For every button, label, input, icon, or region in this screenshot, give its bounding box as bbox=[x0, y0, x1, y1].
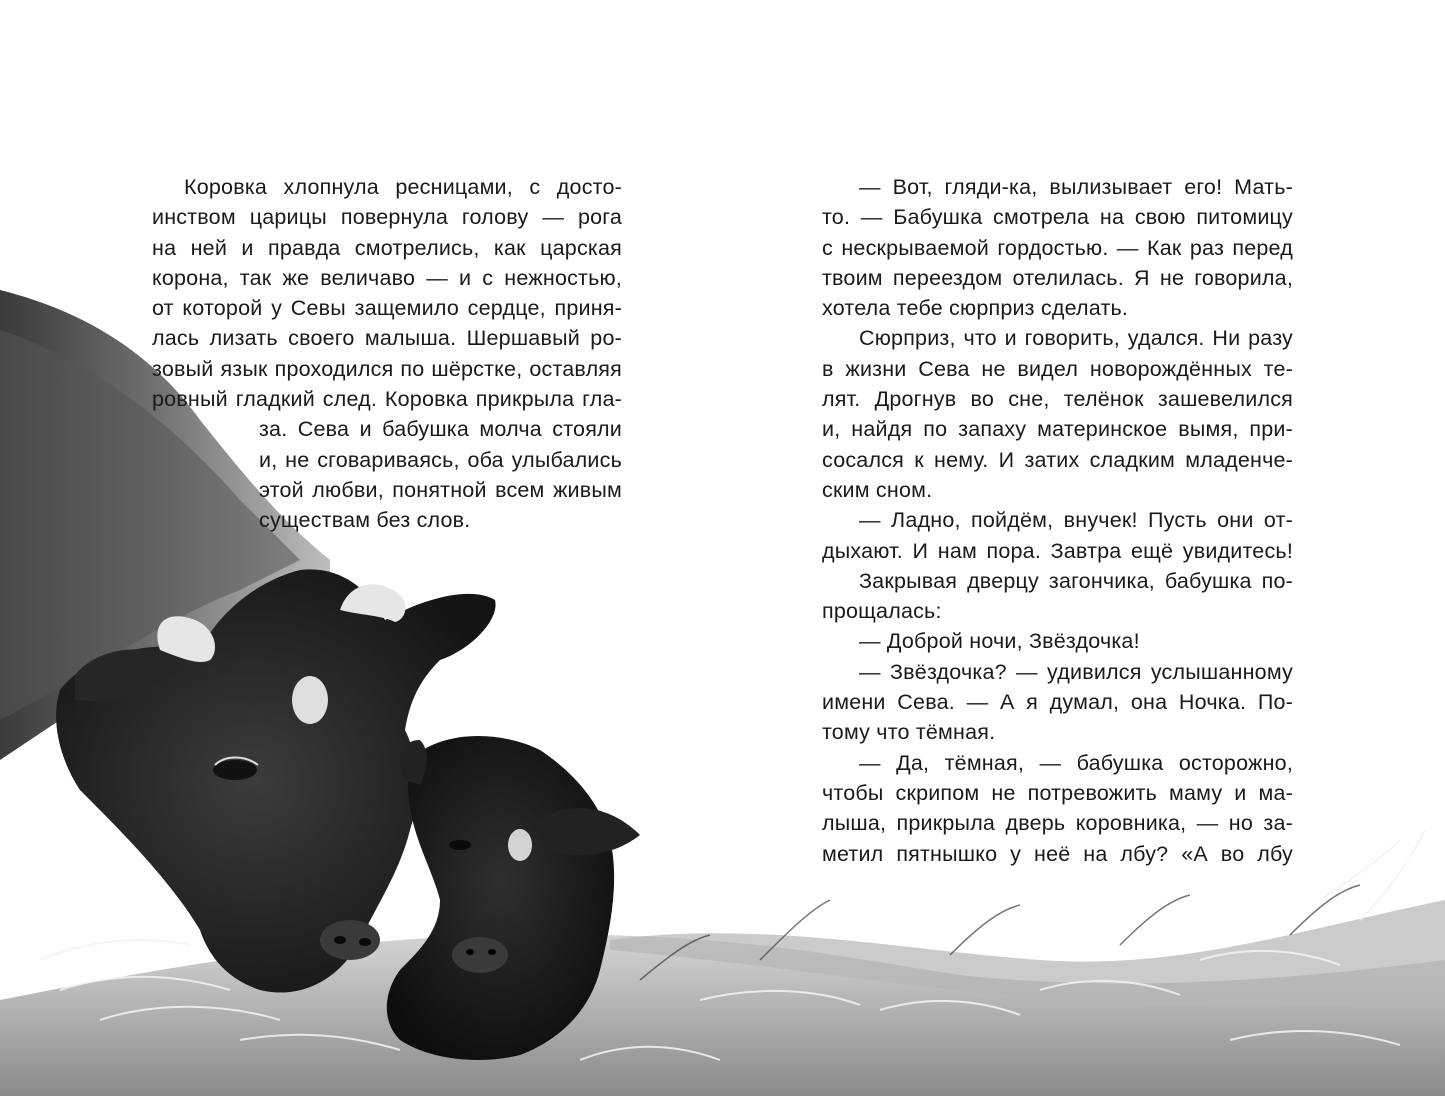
right-line-13: дыхают. И нам пора. Завтра ещё увидитесь! bbox=[822, 538, 1293, 563]
left-line-11: этой любви, понятной всем живым bbox=[259, 477, 622, 502]
left-line-6: лась лизать своего малыша. Шершавый ро- bbox=[152, 326, 622, 351]
left-line-3: на ней и правда смотрелись, как царская bbox=[152, 235, 622, 260]
left-page-text bbox=[152, 172, 622, 536]
right-line-10: сосался к нему. И затих сладким младенче- bbox=[822, 447, 1293, 472]
right-line-5: хотела тебе сюрприз сделать. bbox=[822, 296, 1129, 321]
right-line-11: ским сном. bbox=[822, 477, 933, 502]
right-line-16: — Доброй ночи, Звёздочка! bbox=[859, 629, 1140, 654]
right-line-19: тому что тёмная. bbox=[822, 720, 996, 745]
left-line-7: зовый язык проходился по шёрстке, оставляя bbox=[152, 356, 622, 381]
right-line-8: лят. Дрогнув во сне, телёнок зашевелился bbox=[822, 387, 1293, 412]
left-line-12: существам без слов. bbox=[259, 508, 471, 533]
right-line-9: и, найдя по запаху материнское вымя, при- bbox=[822, 417, 1293, 442]
right-line-23: метил пятнышко у неё на лбу? «А во лбу bbox=[822, 841, 1293, 866]
right-line-6: Сюрприз, что и говорить, удался. Ни разу bbox=[859, 326, 1293, 351]
right-line-7: в жизни Сева не видел новорождённых те- bbox=[822, 356, 1293, 381]
right-line-17: — Звёздочка? — удивился услышанному bbox=[859, 659, 1293, 684]
right-line-18: имени Сева. — А я думал, она Ночка. По- bbox=[822, 690, 1293, 715]
right-line-22: лыша, прикрыла дверь коровника, — но за- bbox=[822, 811, 1293, 836]
left-line-10: и, не сговариваясь, оба улыбались bbox=[259, 447, 622, 472]
left-line-1: Коровка хлопнула ресницами, с досто- bbox=[184, 175, 622, 199]
right-line-15: прощалась: bbox=[822, 599, 942, 624]
right-line-4: твоим переездом отелилась. Я не говорила, bbox=[822, 265, 1293, 290]
right-line-21: чтобы скрипом не потревожить маму и ма- bbox=[822, 780, 1293, 805]
left-line-9: за. Сева и бабушка молча стояли bbox=[259, 417, 622, 442]
cow-star-mark bbox=[292, 676, 328, 724]
calf-star-mark bbox=[508, 829, 532, 861]
calf-body bbox=[387, 736, 614, 1060]
left-line-4: корона, так же величаво — и с нежностью, bbox=[152, 265, 622, 290]
right-line-14: Закрывая дверцу загончика, бабушка по- bbox=[859, 568, 1293, 593]
left-line-5: от которой у Севы защемило сердце, приня- bbox=[152, 296, 622, 321]
right-page-text bbox=[822, 172, 1293, 869]
right-line-3: с нескрываемой гордостью. — Как раз перед bbox=[822, 235, 1293, 260]
left-line-2: инством царицы повернула голову — рога bbox=[152, 205, 622, 230]
right-line-1: — Вот, гляди-ка, вылизывает его! Мать- bbox=[859, 175, 1293, 199]
left-line-8: ровный гладкий след. Коровка прикрыла гла- bbox=[152, 387, 622, 412]
right-line-12: — Ладно, пойдём, внучек! Пусть они от- bbox=[859, 508, 1293, 533]
right-line-20: — Да, тёмная, — бабушка осторожно, bbox=[859, 750, 1293, 775]
right-line-2: то. — Бабушка смотрела на свою питомицу bbox=[822, 205, 1293, 230]
